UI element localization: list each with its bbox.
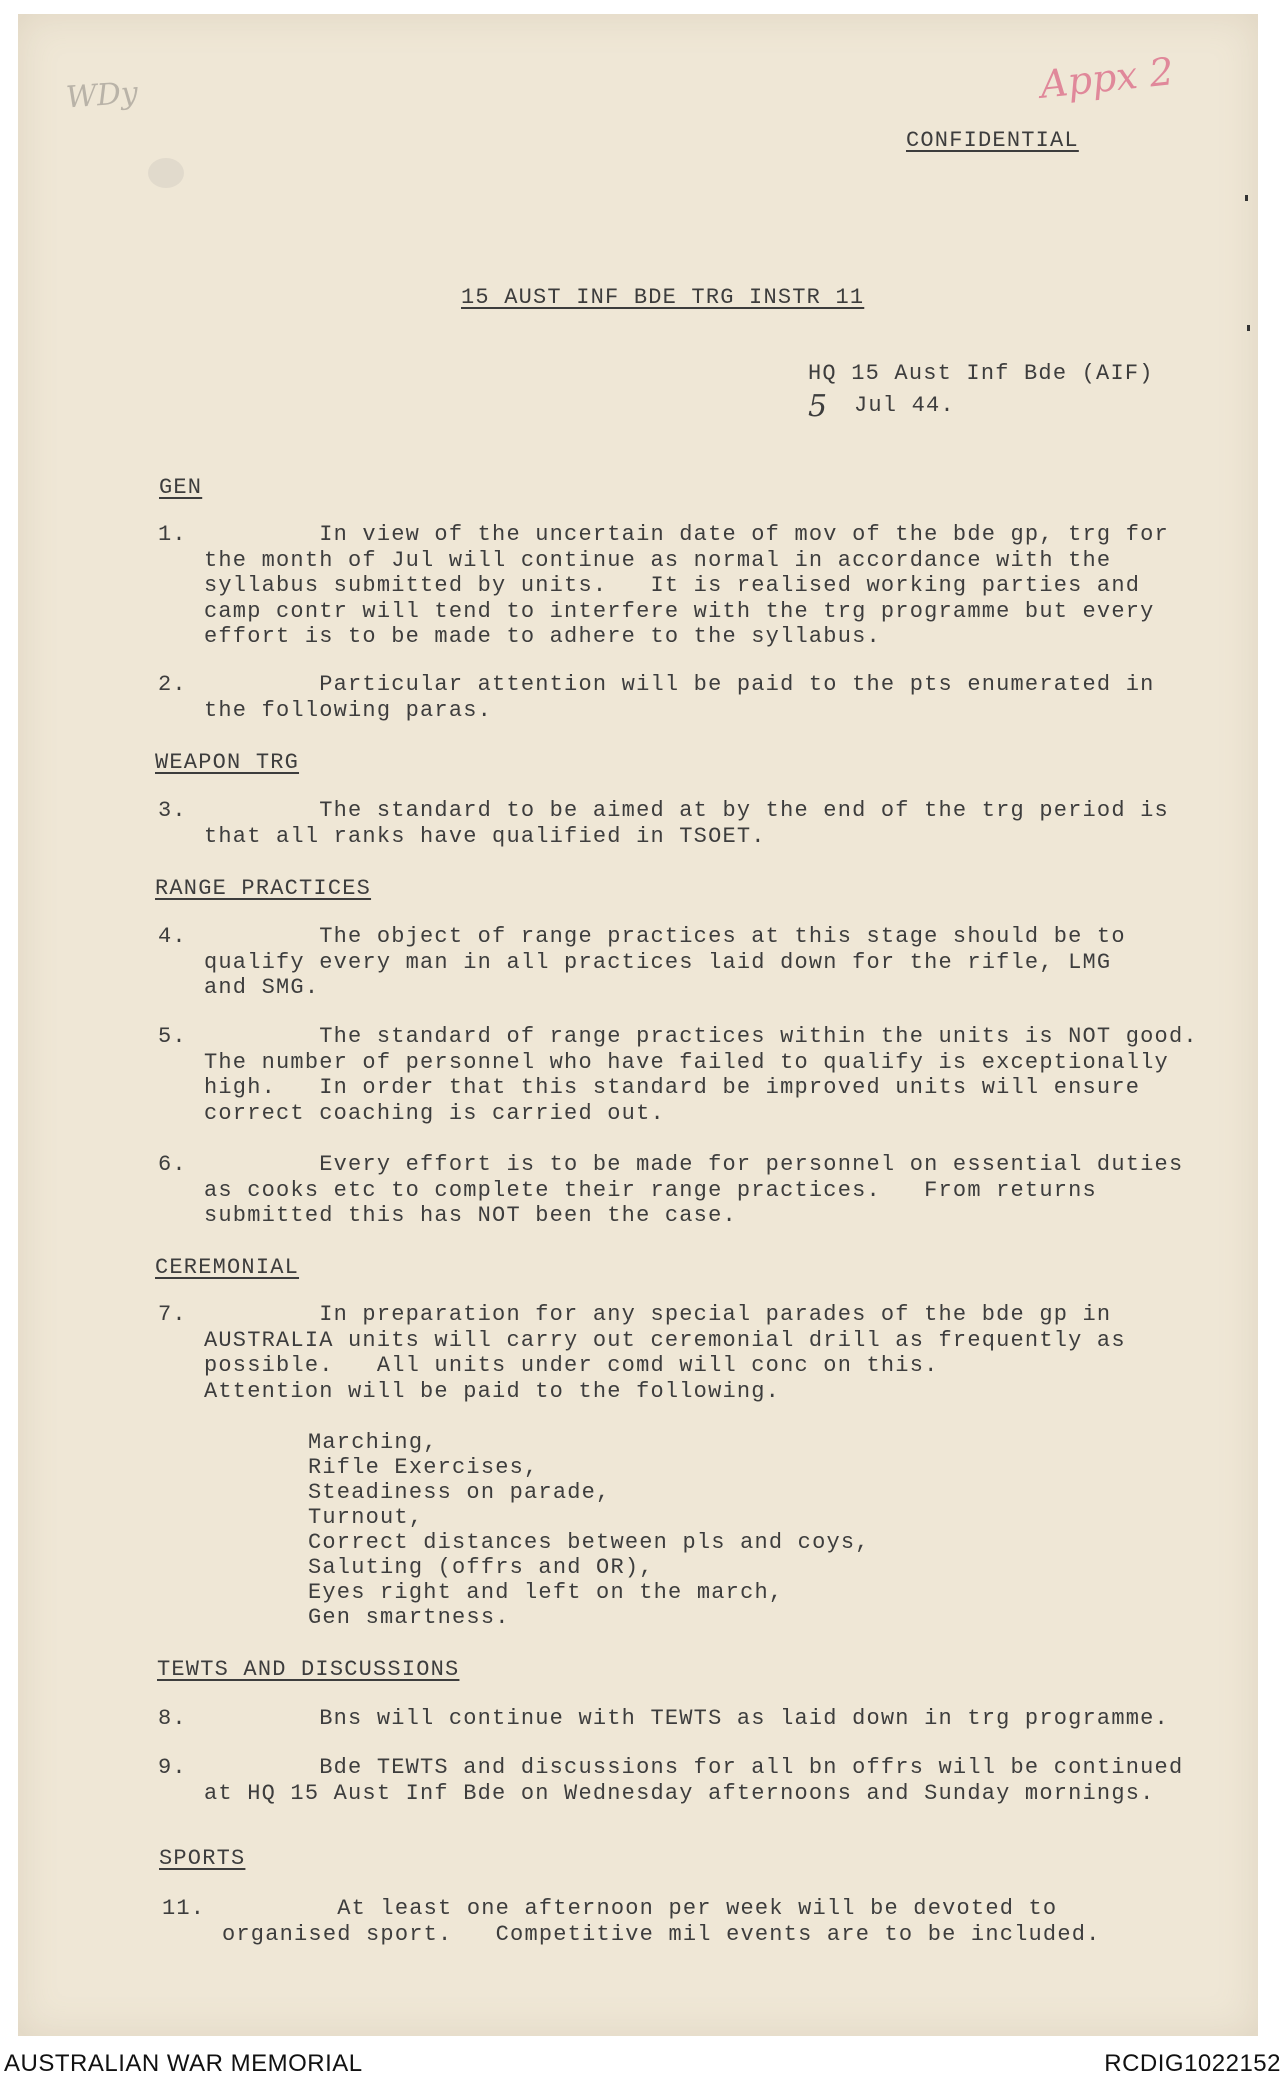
paragraph-number: 2. [158, 672, 187, 697]
paragraph-4 [158, 924, 1126, 1001]
paragraph-line: the following paras. [204, 697, 493, 723]
paragraph-9 [158, 1755, 1183, 1806]
paragraph-number: 7. [158, 1302, 187, 1327]
paragraph-1 [158, 522, 1169, 650]
paragraph-5 [158, 1024, 1198, 1126]
paragraph-line: In view of the uncertain date of mov of the bde gp, trg for [204, 522, 1169, 547]
list-item: Turnout, [308, 1505, 424, 1530]
paragraph-number: 11. [162, 1896, 206, 1921]
paragraph-line: syllabus submitted by units. It is realised working parties and [204, 573, 1141, 598]
list-item: Steadiness on parade, [308, 1480, 611, 1505]
paragraph-line: the month of Jul will continue as normal in accordance with the [204, 547, 1112, 573]
section-heading-weapon-trg: WEAPON TRG [155, 750, 300, 775]
paragraph-line: correct coaching is carried out. [204, 1100, 665, 1126]
paragraph-2 [158, 672, 1155, 723]
paragraph-line: At least one afternoon per week will be devoted to [222, 1896, 1058, 1921]
paragraph-line: high. In order that this standard be improved units will ensure [204, 1075, 1141, 1100]
paragraph-line: possible. All units under comd will conc on this. [204, 1353, 939, 1378]
paragraph-line: The standard to be aimed at by the end of the trg period is [204, 798, 1169, 823]
list-item: Marching, [308, 1430, 438, 1455]
paragraph-line: effort is to be made to adhere to the syllabus. [204, 624, 881, 649]
paragraph-line: The number of personnel who have failed to qualify is exceptionally [204, 1049, 1169, 1075]
paragraph-number: 6. [158, 1152, 187, 1177]
paragraph-number: 5. [158, 1024, 187, 1049]
paragraph-line: camp contr will tend to interfere with the trg programme but every [204, 598, 1155, 624]
paragraph-line: Particular attention will be paid to the pts enumerated in [204, 672, 1155, 697]
paragraph-3 [158, 798, 1169, 849]
document-title: 15 AUST INF BDE TRG INSTR 11 [461, 285, 865, 310]
paragraph-line: submitted this has NOT been the case. [204, 1203, 737, 1228]
list-item: Rifle Exercises, [308, 1455, 539, 1480]
paragraph-number: 3. [158, 798, 187, 823]
ceremonial-list [308, 1430, 870, 1630]
paragraph-number: 8. [158, 1706, 187, 1731]
paragraph-8 [158, 1706, 1169, 1732]
paragraph-number: 9. [158, 1755, 187, 1780]
paragraph-line: at HQ 15 Aust Inf Bde on Wednesday afternoons and Sunday mornings. [204, 1780, 1155, 1806]
paragraph-number: 4. [158, 924, 187, 949]
paragraph-line: Attention will be paid to the following. [204, 1378, 781, 1404]
list-item: Saluting (offrs and OR), [308, 1555, 654, 1580]
paragraph-line: organised sport. Competitive mil events are to be included. [222, 1921, 1101, 1947]
paragraph-line: Bde TEWTS and discussions for all bn offrs will be continued [204, 1755, 1184, 1780]
edge-mark [1245, 195, 1248, 201]
edge-mark [1247, 325, 1250, 331]
paper-stain [148, 158, 184, 188]
paragraph-line: AUSTRALIA units will carry out ceremonial drill as frequently as [204, 1327, 1126, 1353]
footer-source: AUSTRALIAN WAR MEMORIAL [4, 2050, 363, 2077]
date-line: Jul 44. [854, 393, 955, 418]
paragraph-line: that all ranks have qualified in TSOET. [204, 823, 766, 849]
paragraph-7 [158, 1302, 1126, 1404]
section-heading-tewts: TEWTS AND DISCUSSIONS [157, 1657, 460, 1682]
section-heading-range-practices: RANGE PRACTICES [155, 876, 372, 901]
section-heading-gen: GEN [159, 475, 203, 500]
classification-label: CONFIDENTIAL [906, 128, 1079, 153]
paragraph-line: as cooks etc to complete their range practices. From returns [204, 1177, 1097, 1203]
paragraph-line: The standard of range practices within the units is NOT good. [204, 1024, 1198, 1049]
paragraph-line: The object of range practices at this stage should be to [204, 924, 1126, 949]
hq-line: HQ 15 Aust Inf Bde (AIF) [808, 361, 1154, 386]
paragraph-line: qualify every man in all practices laid down for the rifle, LMG [204, 949, 1112, 975]
paragraph-line: and SMG. [204, 975, 320, 1000]
handwritten-appendix-note: Appx 2 [1038, 49, 1176, 107]
paragraph-line: Every effort is to be made for personnel on essential duties [204, 1152, 1184, 1177]
paragraph-number: 1. [158, 522, 187, 547]
footer-record-id: RCDIG1022152 [1104, 2050, 1281, 2077]
paragraph-line: Bns will continue with TEWTS as laid down in trg programme. [204, 1706, 1169, 1731]
list-item: Eyes right and left on the march, [308, 1580, 784, 1605]
section-heading-sports: SPORTS [159, 1846, 246, 1871]
handwritten-annotation: WDy [64, 75, 139, 116]
paragraph-11 [162, 1896, 1101, 1947]
list-item: Correct distances between pls and coys, [308, 1530, 870, 1555]
paragraph-6 [158, 1152, 1183, 1229]
section-heading-ceremonial: CEREMONIAL [155, 1255, 300, 1280]
list-item: Gen smartness. [308, 1605, 510, 1630]
date-day-handwritten: 5 [808, 389, 829, 424]
paragraph-line: In preparation for any special parades of the bde gp in [204, 1302, 1112, 1327]
